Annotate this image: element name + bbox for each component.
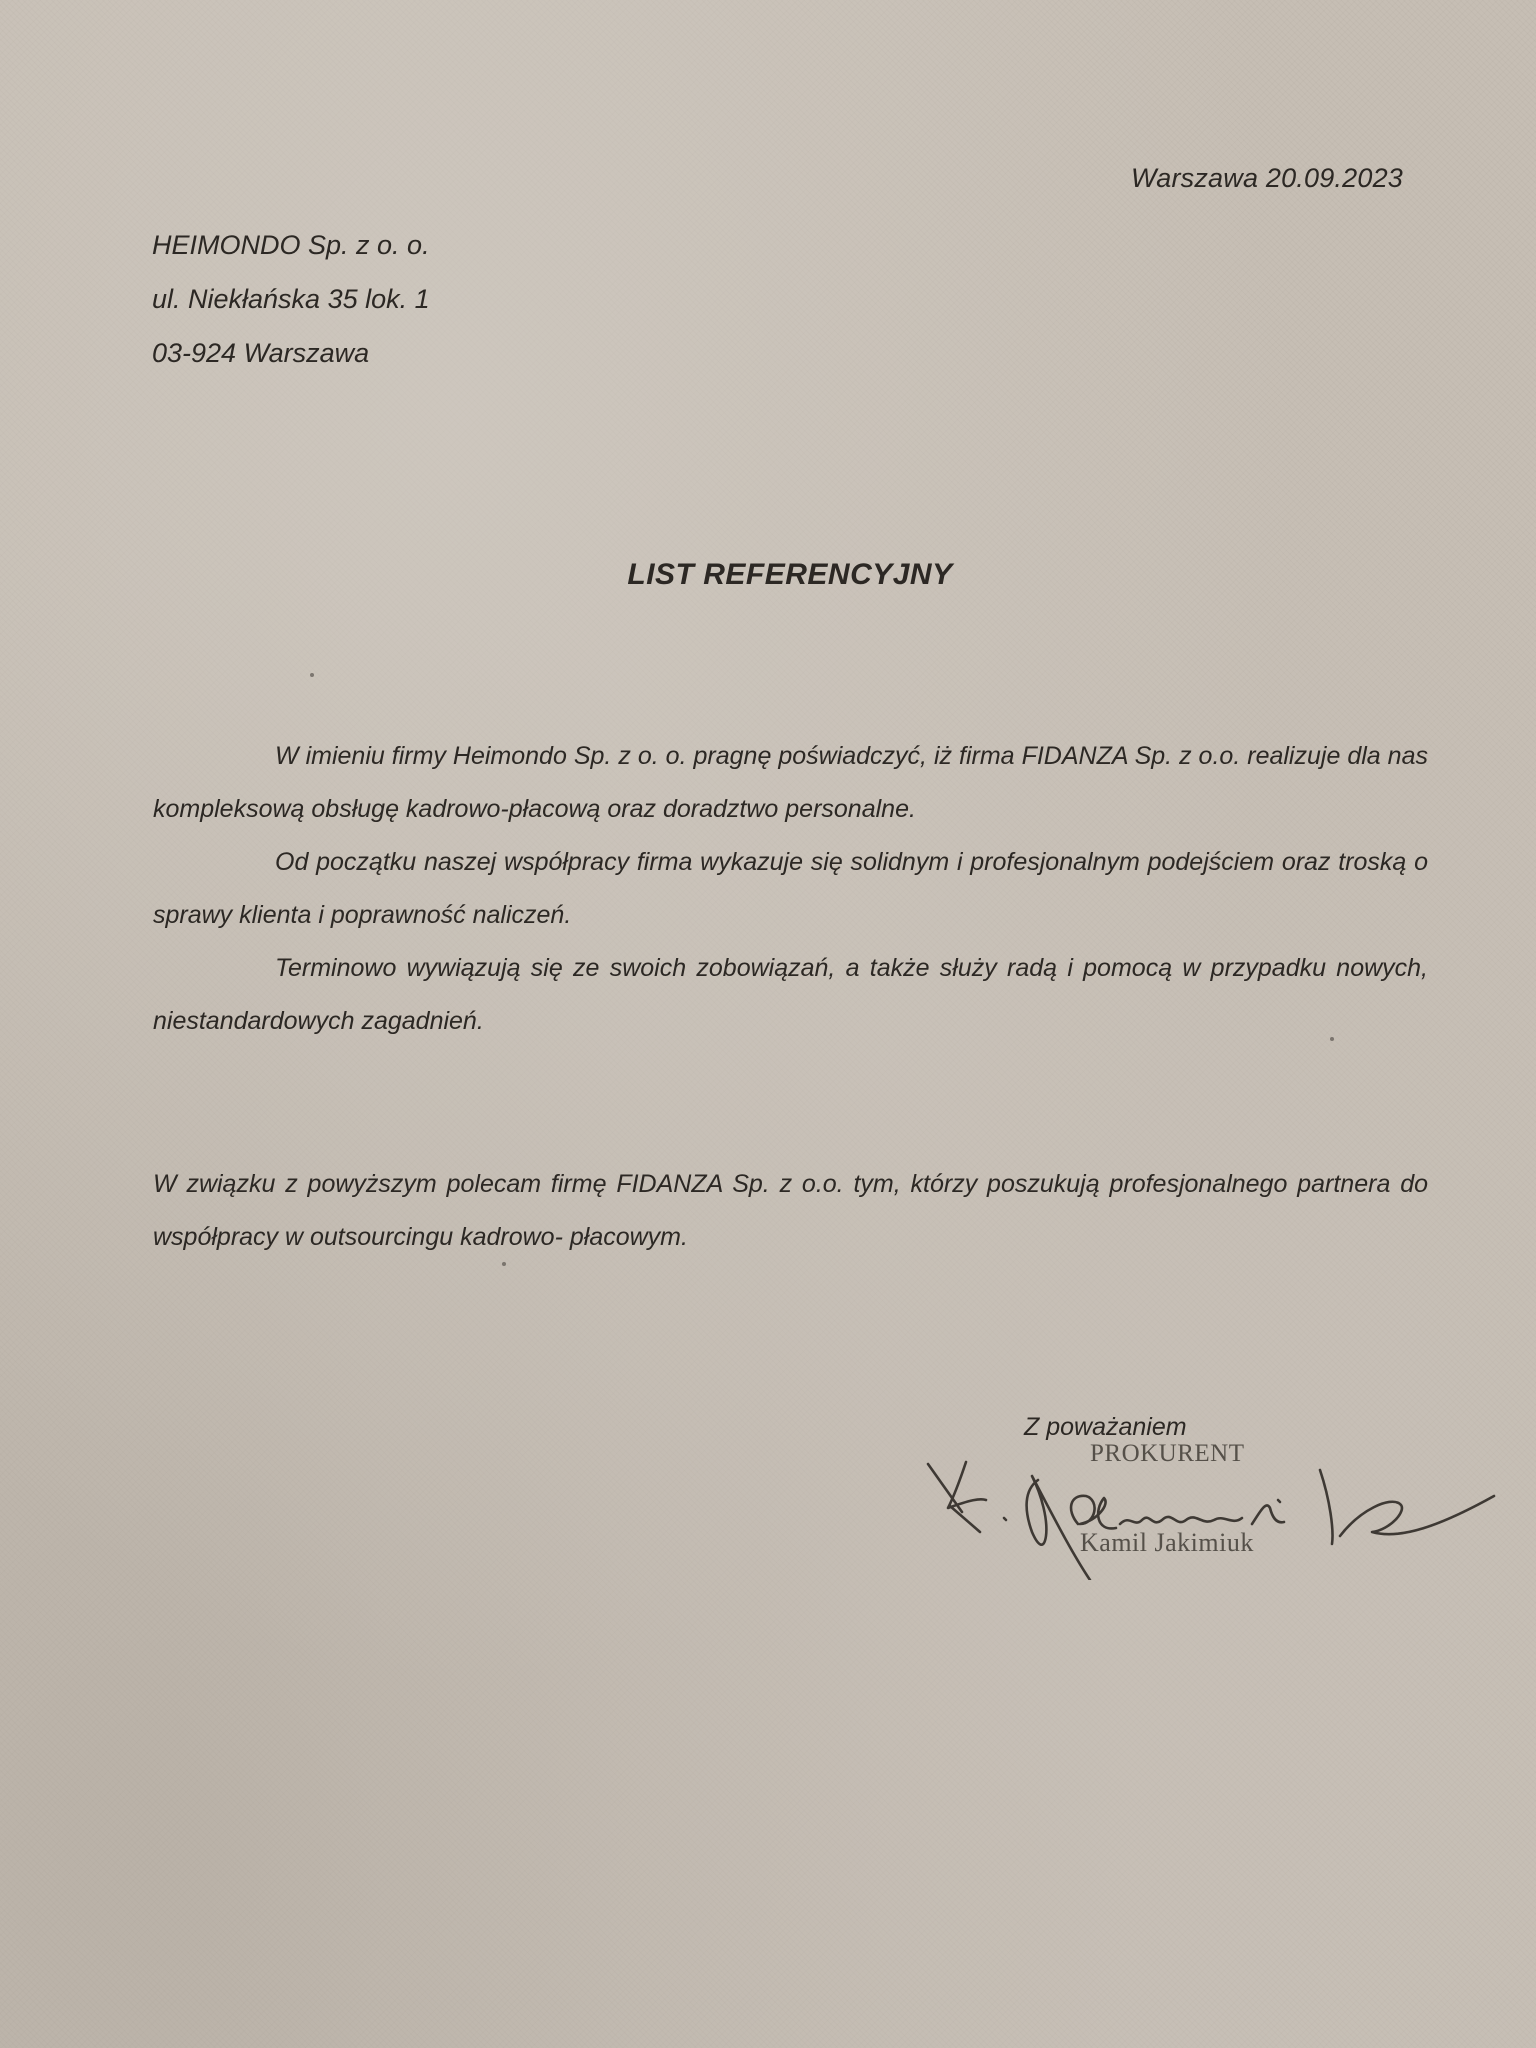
sender-street: ul. Niekłańska 35 lok. 1 — [152, 284, 430, 314]
paper-speck — [502, 1262, 506, 1266]
closing-paragraph: W związku z powyższym polecam firmę FIDANZA Sp. z o.o. tym, którzy poszukują profesjonalnego partnera do współpracy w outsourcingu kadrowo- płacowym. — [153, 1170, 1428, 1251]
letter-body — [153, 730, 1428, 1048]
stamp-name: Kamil Jakimiuk — [1080, 1528, 1254, 1557]
place-date: Warszawa 20.09.2023 — [1131, 163, 1403, 193]
handwritten-signature — [920, 1440, 1500, 1580]
letter-title: LIST REFERENCYJNY — [627, 558, 953, 591]
paper-speck — [1330, 1037, 1334, 1041]
regards: Z poważaniem — [1024, 1413, 1187, 1441]
body-paragraph-2: Od początku naszej współpracy firma wykazuje się solidnym i profesjonalnym podejściem oraz troską o sprawy klienta i poprawność naliczeń. — [153, 848, 1428, 929]
sender-company: HEIMONDO Sp. z o. o. — [152, 230, 430, 260]
body-paragraph-3: Terminowo wywiązują się ze swoich zobowiązań, a także służy radą i pomocą w przypadku nowych, niestandardowych zagadnień. — [153, 954, 1428, 1035]
signature-icon — [920, 1440, 1500, 1580]
paper-speck — [310, 673, 314, 677]
sender-address — [152, 218, 430, 380]
stamp-role: PROKURENT — [1090, 1440, 1245, 1467]
body-paragraph-1: W imieniu firmy Heimondo Sp. z o. o. pragnę poświadczyć, iż firma FIDANZA Sp. z o.o. realizuje dla nas kompleksową obsługę kadrowo-płacową oraz doradztwo personalne. — [153, 742, 1428, 823]
sender-postal-city: 03-924 Warszawa — [152, 338, 370, 368]
